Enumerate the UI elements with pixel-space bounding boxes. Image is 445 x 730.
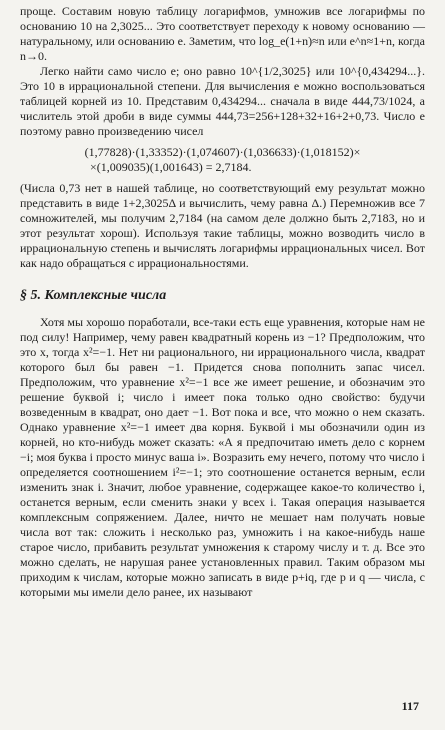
section-heading: § 5. Комплексные числа <box>20 288 167 303</box>
product-formula <box>20 145 425 175</box>
page-number: 117 <box>401 699 419 713</box>
paragraph-result: (Числа 0,73 нет в нашей таблице, но соответствующий ему результат можно представить в виде 1+2,3025Δ и вычислить, чему равна Δ.) Перемножив все 7 сомножителей, мы получим 2,7184 (на самом деле должно быть 2,7183, но и этот результат хорош). Используя такие таблицы, можно возводить число в иррациональную степень и вычислять логарифмы иррациональных чисел. Вот как надо обращаться с иррациональностями. <box>20 181 425 270</box>
paragraph-log-natural: проще. Составим новую таблицу логарифмов, умножив все логарифмы по основанию 10 на 2,3025... Это соответствует переходу к новому основанию — натуральному, или основанию e. Заметим, что log_e(1+n)≈n или e^n≈1+n, когда n→0. <box>20 4 425 63</box>
formula-line-1: (1,77828)·(1,33352)·(1,074607)·(1,036633)·(1,018152)× <box>84 145 361 159</box>
formula-line-2: ×(1,009035)(1,001643) = 2,7184. <box>90 160 252 174</box>
paragraph-find-e: Легко найти само число e; оно равно 10^{1/2,3025} или 10^{0,434294...}. Это 10 в иррациональной степени. Для вычисления e можно воспользоваться таблицей корней из 10. Представим 0,434294... сначала в виде 444,73/1024, а числитель этой дроби в виде суммы 444,73=256+128+32+16+2+0,73. Число e поэтому равно произведению чисел <box>20 64 425 138</box>
paragraph-complex-numbers: Хотя мы хорошо поработали, все-таки есть еще уравнения, которые нам не под силу! Например, чему равен квадратный корень из −1? Предположим, что это x, тогда x²=−1. Нет ни рационального, ни иррационального числа, квадрат которого был бы равен −1. Придется снова пополнить запас чисел. Предположим, что уравнение x²=−1 все же имеет решение, и обозначим это решение буквой i; число i имеет пока только одно свойство: будучи возведенным в квадрат, оно дает −1. Вот пока и все, что можно о нем сказать. Однако уравнение x²=−1 имеет два корня. Буквой i мы обозначили один из корней, но кто-нибудь может сказать: «А я предпочитаю иметь дело с корнем −i; моя буква i просто минус ваша i». Возразить ему нечего, потому что число i определяется соотношением i²=−1; это соотношение останется верным, если изменить знак i. Значит, любое уравнение, содержащее какое-то количество i, останется верным, если сменить знаки у всех i. Такая операция называется комплексным сопряжением. Далее, ничто не мешает нам получать новые числа вот так: сложить i несколько раз, умножить i на какое-нибудь наше старое число, прибавить результат умножения к старому числу и т. д. Все это можно сделать, не нарушая ранее установленных правил. Таким образом мы приходим к числам, которые можно записать в виде p+iq, где p и q — числа, с которыми мы имели дело ранее, их называют <box>20 315 425 599</box>
